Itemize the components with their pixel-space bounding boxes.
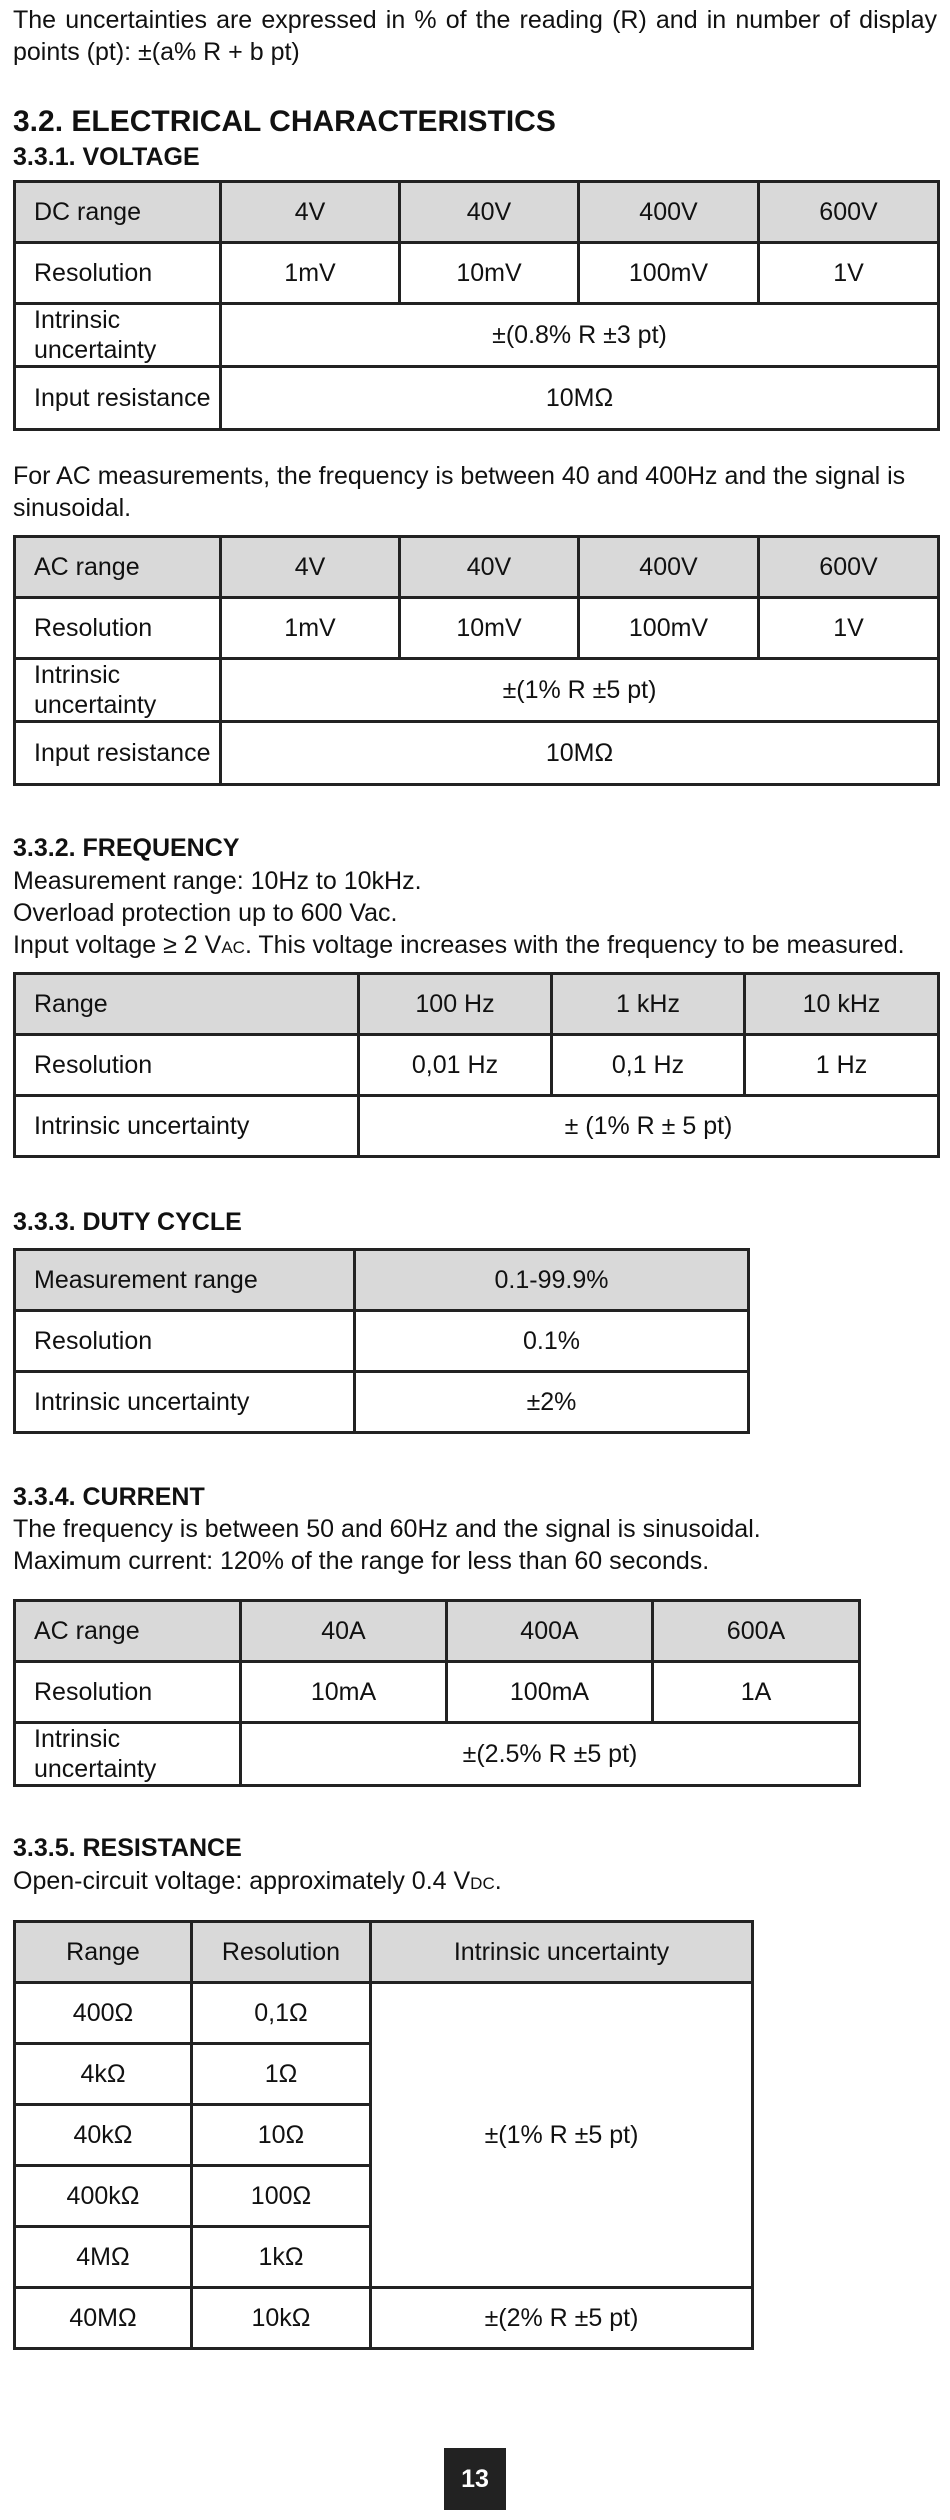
table-cell: 400kΩ — [15, 2166, 192, 2227]
table-header: DC range — [15, 182, 221, 243]
resistance-table — [13, 1920, 754, 2350]
table-cell: 0,1 Hz — [552, 1035, 745, 1096]
table-header: 0.1-99.9% — [355, 1250, 749, 1311]
ac-note: For AC measurements, the frequency is between 40 and 400Hz and the signal is sinusoidal. — [13, 462, 906, 522]
table-header: Resolution — [192, 1922, 371, 1983]
table-cell: 1Ω — [192, 2044, 371, 2105]
ac-voltage-table — [13, 535, 940, 786]
table-cell: 10mV — [400, 598, 579, 659]
table-header-row — [15, 1922, 753, 1983]
table-header: 400A — [447, 1601, 653, 1662]
table-cell: 0.1% — [355, 1311, 749, 1372]
intro-text: The uncertainties are expressed in % of the reading (R) and in number of display points (pt): ±(a% R + b pt) — [13, 6, 937, 66]
table-cell: 100mV — [579, 243, 759, 304]
table-cell: Input resistance — [15, 367, 221, 430]
table-row — [15, 304, 939, 367]
table-cell: 4MΩ — [15, 2227, 192, 2288]
table-cell: 1V — [759, 598, 939, 659]
table-cell: 100mV — [579, 598, 759, 659]
table-cell: 1mV — [221, 243, 400, 304]
table-row — [15, 1372, 749, 1433]
freq-input-line: Input voltage ≥ 2 VAC. This voltage increases with the frequency to be measured. — [13, 931, 905, 959]
table-cell: ±(0.8% R ±3 pt) — [221, 304, 939, 367]
table-header: 600V — [759, 182, 939, 243]
table-row — [15, 598, 939, 659]
current-line: The frequency is between 50 and 60Hz and the signal is sinusoidal. — [13, 1515, 761, 1543]
table-cell: 10MΩ — [221, 367, 939, 430]
table-cell: ±(2% R ±5 pt) — [371, 2288, 753, 2349]
table-header: 4V — [221, 537, 400, 598]
table-cell: 4kΩ — [15, 2044, 192, 2105]
table-header: 10 kHz — [745, 974, 939, 1035]
table-row — [15, 2288, 753, 2349]
table-header: 4V — [221, 182, 400, 243]
table-cell: ±(1% R ±5 pt) — [371, 1983, 753, 2288]
table-header: Measurement range — [15, 1250, 355, 1311]
table-cell: 100Ω — [192, 2166, 371, 2227]
table-row — [15, 1311, 749, 1372]
table-cell: Resolution — [15, 1662, 241, 1723]
table-header-row — [15, 537, 939, 598]
table-row — [15, 1662, 860, 1723]
table-cell: Resolution — [15, 1311, 355, 1372]
table-cell: Resolution — [15, 1035, 359, 1096]
table-cell: 1 Hz — [745, 1035, 939, 1096]
table-cell: 1A — [653, 1662, 860, 1723]
table-cell: 1mV — [221, 598, 400, 659]
table-cell: Intrinsic uncertainty — [15, 1723, 241, 1786]
table-header: 40A — [241, 1601, 447, 1662]
table-header: 400V — [579, 537, 759, 598]
table-header: AC range — [15, 537, 221, 598]
table-header: 40V — [400, 182, 579, 243]
page-number: 13 — [444, 2448, 506, 2510]
section-title-current: 3.3.4. CURRENT — [13, 1483, 205, 1511]
table-cell: 0,1Ω — [192, 1983, 371, 2044]
table-header: Intrinsic uncertainty — [371, 1922, 753, 1983]
frequency-table — [13, 972, 940, 1158]
duty-cycle-table — [13, 1248, 750, 1434]
table-cell: 10mA — [241, 1662, 447, 1723]
table-row — [15, 722, 939, 785]
table-cell: ±2% — [355, 1372, 749, 1433]
table-header-row — [15, 974, 939, 1035]
table-cell: Intrinsic uncertainty — [15, 304, 221, 367]
section-title-duty-cycle: 3.3.3. DUTY CYCLE — [13, 1208, 242, 1236]
section-title-resistance: 3.3.5. RESISTANCE — [13, 1834, 242, 1862]
table-header-row — [15, 182, 939, 243]
table-header: 1 kHz — [552, 974, 745, 1035]
dc-voltage-table — [13, 180, 940, 431]
table-header: 600V — [759, 537, 939, 598]
table-row — [15, 1035, 939, 1096]
table-cell: 40MΩ — [15, 2288, 192, 2349]
table-cell: 0,01 Hz — [359, 1035, 552, 1096]
freq-line: Overload protection up to 600 Vac. — [13, 899, 398, 927]
table-cell: 1V — [759, 243, 939, 304]
table-cell: 10Ω — [192, 2105, 371, 2166]
section-title-voltage: 3.3.1. VOLTAGE — [13, 143, 200, 171]
table-cell: Intrinsic uncertainty — [15, 659, 221, 722]
table-cell: ± (1% R ± 5 pt) — [359, 1096, 939, 1157]
table-cell: 100mA — [447, 1662, 653, 1723]
table-cell: ±(2.5% R ±5 pt) — [241, 1723, 860, 1786]
table-cell: Input resistance — [15, 722, 221, 785]
table-cell: 10MΩ — [221, 722, 939, 785]
table-header: Range — [15, 1922, 192, 1983]
table-cell: 10mV — [400, 243, 579, 304]
section-title-electrical: 3.2. ELECTRICAL CHARACTERISTICS — [13, 105, 556, 138]
table-cell: ±(1% R ±5 pt) — [221, 659, 939, 722]
current-table — [13, 1599, 861, 1787]
table-header: 40V — [400, 537, 579, 598]
table-row — [15, 1723, 860, 1786]
table-cell: Resolution — [15, 243, 221, 304]
table-header: 600A — [653, 1601, 860, 1662]
table-cell: 400Ω — [15, 1983, 192, 2044]
resistance-line: Open-circuit voltage: approximately 0.4 VDC. — [13, 1867, 502, 1895]
table-row — [15, 1983, 753, 2044]
table-cell: Intrinsic uncertainty — [15, 1096, 359, 1157]
table-header: AC range — [15, 1601, 241, 1662]
table-header: 100 Hz — [359, 974, 552, 1035]
table-cell: 10kΩ — [192, 2288, 371, 2349]
table-row — [15, 367, 939, 430]
table-header-row — [15, 1250, 749, 1311]
table-header: 400V — [579, 182, 759, 243]
table-header: Range — [15, 974, 359, 1035]
freq-line: Measurement range: 10Hz to 10kHz. — [13, 867, 422, 895]
table-cell: Resolution — [15, 598, 221, 659]
current-line: Maximum current: 120% of the range for less than 60 seconds. — [13, 1547, 710, 1575]
table-cell: 40kΩ — [15, 2105, 192, 2166]
section-title-frequency: 3.3.2. FREQUENCY — [13, 834, 240, 862]
table-row — [15, 243, 939, 304]
table-row — [15, 659, 939, 722]
table-cell: 1kΩ — [192, 2227, 371, 2288]
table-header-row — [15, 1601, 860, 1662]
table-row — [15, 1096, 939, 1157]
table-cell: Intrinsic uncertainty — [15, 1372, 355, 1433]
